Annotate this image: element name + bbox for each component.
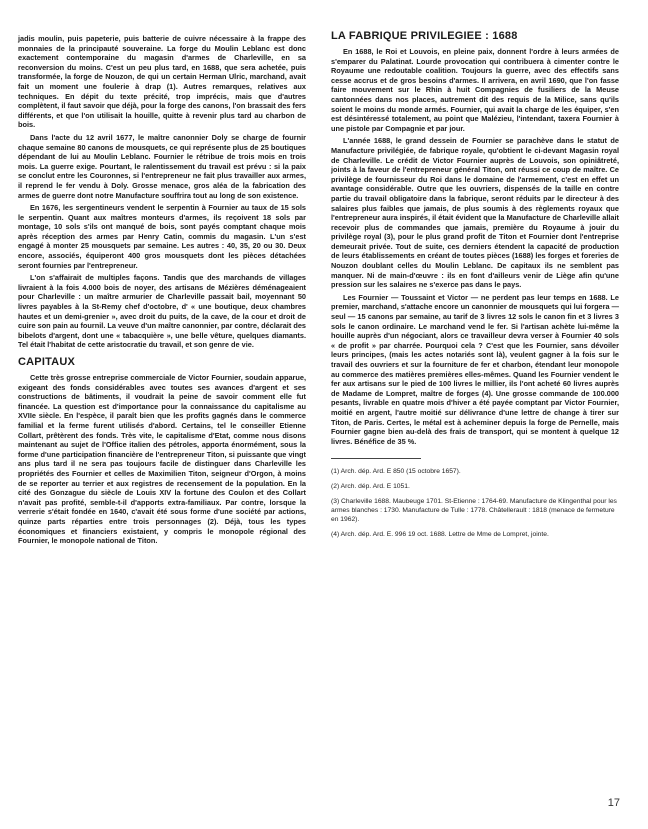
left-column — [18, 34, 306, 546]
footnote: (4) Arch. dép. Ard. E. 996 19 oct. 1688. Lettre de Mme de Lompret, jointe. — [331, 531, 549, 539]
section-heading-capitaux: CAPITAUX — [18, 356, 76, 368]
paragraph: Cette très grosse entreprise commerciale de Victor Fournier, soudain apparue, exigeant des fonds considérables avec toutes ses avances d'argent et ses constructions de bâtiments, il voudrait la peine de savoir comment elle fut financée. La question est d'importance pour la connaissance du capitalisme au XVIIe siècle. En l'espèce, il paraît bien que les profits gagnés dans le commerce familial et la ferme furent utilisés d'abord. Certains, tel le conseiller Etienne Collart, prêtèrent des fonds. Très vite, le capitalisme d'Etat, comme nous disons maintenant au sujet de l'Office italien des pétroles, apporta énormément, sous la forme d'une participation financière de l'entrepreneur Titon, si puissante que vingt ans plus tard il ne sera pas toujours facile de distinguer dans Charleville les propriétés des Fournier et celles de Maximilien Titon, seigneur d'Orgon, à moins de se reporter au terrier et aux registres de recensement de la population. En la cité des Gonzague du siècle de Louis XIV la fortune des Coulon et des Collart n'avait pas profité, semble-t-il d'apports extra-familiaux. Par contre, lorsque la verrerie s'était fondée en 1640, c'avait été sous forme d'une société par actions, quinze parts réparties entre trois personnages (2). Déjà, tous les types économiques et financiers existaient, y compris le monopole régional des Fournier, le monopole national de Titon. — [18, 373, 306, 546]
paragraph: Dans l'acte du 12 avril 1677, le maître canonnier Doly se charge de fournir chaque semaine 80 canons de mousquets, ce qui représente plus de 25 boutiques dépendant de lui au Moulin Leblanc. Fournier le rétribue de trois mois en trois mois. La guerre exige. Pourtant, le ralentissement du travail est prévu : si la paix se conclut entre les Couronnes, si l'entrepreneur ne fait plus travailler aux armes, il reprend le fer vendu à Doly. Grosse menace, gros aléa de la fabrication des armes de guerre dont notre Manufacture souffrira tout au long de son existence. — [18, 132, 306, 200]
footnote-divider — [331, 458, 421, 459]
footnote: (1) Arch. dép. Ard. E 850 (15 octobre 1657). — [331, 468, 461, 476]
section-heading-fabrique: LA FABRIQUE PRIVILEGIEE : 1688 — [331, 30, 518, 42]
paragraph: L'on s'affairait de multiples façons. Tandis que des marchands de villages livraient à la fois 4.000 bois de noyer, des artisans de Mézières déménageaient pour Charleville : un maître armurier de Charleville passait bail, moyennant 50 livres payables à la St-Remy chef d'octobre, d' « une boutique, deux chambres hautes et un demi-grenier », avec droit du puits, de la cave, de la cour et droit de cuire son pain au fournil. La veuve d'un maître canonnier, par contre, déclarait des bibelots d'argent, dont une « tabacquière », une belle vêture, quelques diamants. Tel était l'habitat de cette aristocratie du travail, et son genre de vie. — [18, 273, 306, 350]
paragraph: En 1688, le Roi et Louvois, en pleine paix, donnent l'ordre à leurs armées de s'emparer du Palatinat. Lourde provocation qui contribuera à cimenter contre le Royaume une redoutable coalition. Toujours la guerre, avec des effectifs sans cesse accrus et de gros besoins d'armes. Il arrivera, en avril 1690, que l'on fasse faire mouvement sur le Rhin à huit Compagnies de fusiliers de la Meuse cantonnées dans nos places, autrement dit des requis de la Milice, sans qu'ils soient le moins du monde armés. Fournier, qui avait la charge de les équiper, s'en est désintéressé totalement, au point que Malézieu, l'intendant, taxera Fournier à une pistole par Compagnie et par jour. — [331, 47, 619, 133]
footnote: (2) Arch. dép. Ard. E 1051. — [331, 483, 410, 491]
paragraph: En 1676, les sergentineurs vendent le serpentin à Fournier au taux de 15 sols le serpentin. Quant aux maîtres monteurs d'armes, ils reçoivent 18 sols par montage, 10 sols s'ils ont manqué de bois, sont payés comptant chaque mois après réception des armes par Henry Catin, commis du magasin. L'un s'est engagé à monter 25 mousquets par semaine. Les autres : 40, 35, 20 ou 30. Deux encore, associés, équiperont 400 gros mousquets dont les pièces détachées seront fournies par l'entrepreneur. — [18, 203, 306, 270]
right-column — [331, 30, 619, 545]
paragraph: Les Fournier — Toussaint et Victor — ne perdent pas leur temps en 1688. Le premier, marchand, s'attache encore un canonnier de mousquets qui lui forgera — seul — 15 canons par semaine, au tarif de 3 livres 12 sols le canon fin et 3 livres 3 sols le canon ordinaire. Le marchand vend le fer. Si l'artisan achète lui-même la houille auprès d'un négociant, alors ce travailleur devra verser à Fournier 40 sols « de profit » par charrée. Pourquoi cela ? C'est que les Fournier, sans dévoiler leurs principes, (mais les actes notariés sont là), veulent gagner à la fois sur le travail des ouvriers et sur la fourniture de fer et charbon, étendant leur monopole au commerce des matières premières elles-mêmes. Quand les Fournier vendent le fer aux artisans sur le pied de 100 livres le millier, ils l'ont acheté 60 livres auprès de Madame de Lompret, maître de forges (4). Une grosse commande de 100.000 pesants, livrable en quatre mois d'hiver a été payée comptant par Victor Fournier, moitié en argent, l'autre moitié sur délivrance d'une lettre de change à tirer sur Titon, de Paris. Certes, le métal est à acheminer depuis la forge de Pernelle, mais Fournier gagne bien au-delà des frais de transport, qui se montent à quelque 12 livres. Bénéfice de 35 %. — [331, 292, 619, 446]
paragraph: L'année 1688, le grand dessein de Fournier se parachève dans le statut de Manufacture privilégiée, de fabrique royale, qu'obtient le ci-devant Magasin royal de Charleville. Le crédit de Victor Fournier auprès de Louvois, son opiniâtreté, joints à la faveur de l'entrepreneur général Titon, ont réussi ce coup de maître. Ce privilège de fournisseur du Roi dans le domaine de l'armement, c'est en effet un avantage considérable. Outre que les ouvriers, dispensés de la taille en contre partie du travail obligatoire dans la fabrique, seront réduits par le directeur à des salaires plus faibles que jamais, de plus soumis à des règlements royaux que l'entrepreneur aura inspirés, il était évident que la Manufacture de Charleville allait recevoir plus de commandes que jamais, première du Royaume à jouir du privilège royal (3), pour le plus grand profit de Titon et Fournier dont l'entreprise demeurait privée. Tout de suite, ces derniers étendent la capacité de production de leurs établissements en créant de toutes pièces (1688) les forges et foreries de Nouzon doublant celles du Moulin Leblanc. De capitaux ils ne semblent pas manquer. Ni de main-d'œuvre : ils en font d'ailleurs venir de Liège afin qu'une pression sur les salaires ne s'exerce pas dans le pays. — [331, 136, 619, 290]
footnotes — [331, 467, 619, 539]
footnote: (3) Charleville 1688. Maubeuge 1701. St-Etienne : 1764-69. Manufacture de Klingenthal pour les armes blanches : 1730. Manufacture de Tulle : 1778. Châtellerault : 1818 (menace de fermeture en 1962). — [331, 498, 617, 524]
paragraph: jadis moulin, puis papeterie, puis batterie de cuivre nécessaire à la frappe des monnaies de la principauté souveraine. La forge du Moulin Leblanc est donc exactement contemporaine du magasin d'armes de Charleville, en sa reconversion du moins. C'est un peu plus tard, en 1688, que sera achetée, puis transformée, la forge de Nouzon, de qui un certain Herman Ulric, marchand, avait fait un moment une foulerie à drap (1). Autres remarques, relatives aux techniques. En dépit du texte précité, trop imprécis, mais que d'autres complètent, il faut savoir que déjà, pour la forge des canons, l'on brassait des fers différents, et que l'on utilisait la houille, quitte à revenir plus tard au charbon de bois. — [18, 34, 306, 130]
page-number: 17 — [607, 797, 620, 809]
